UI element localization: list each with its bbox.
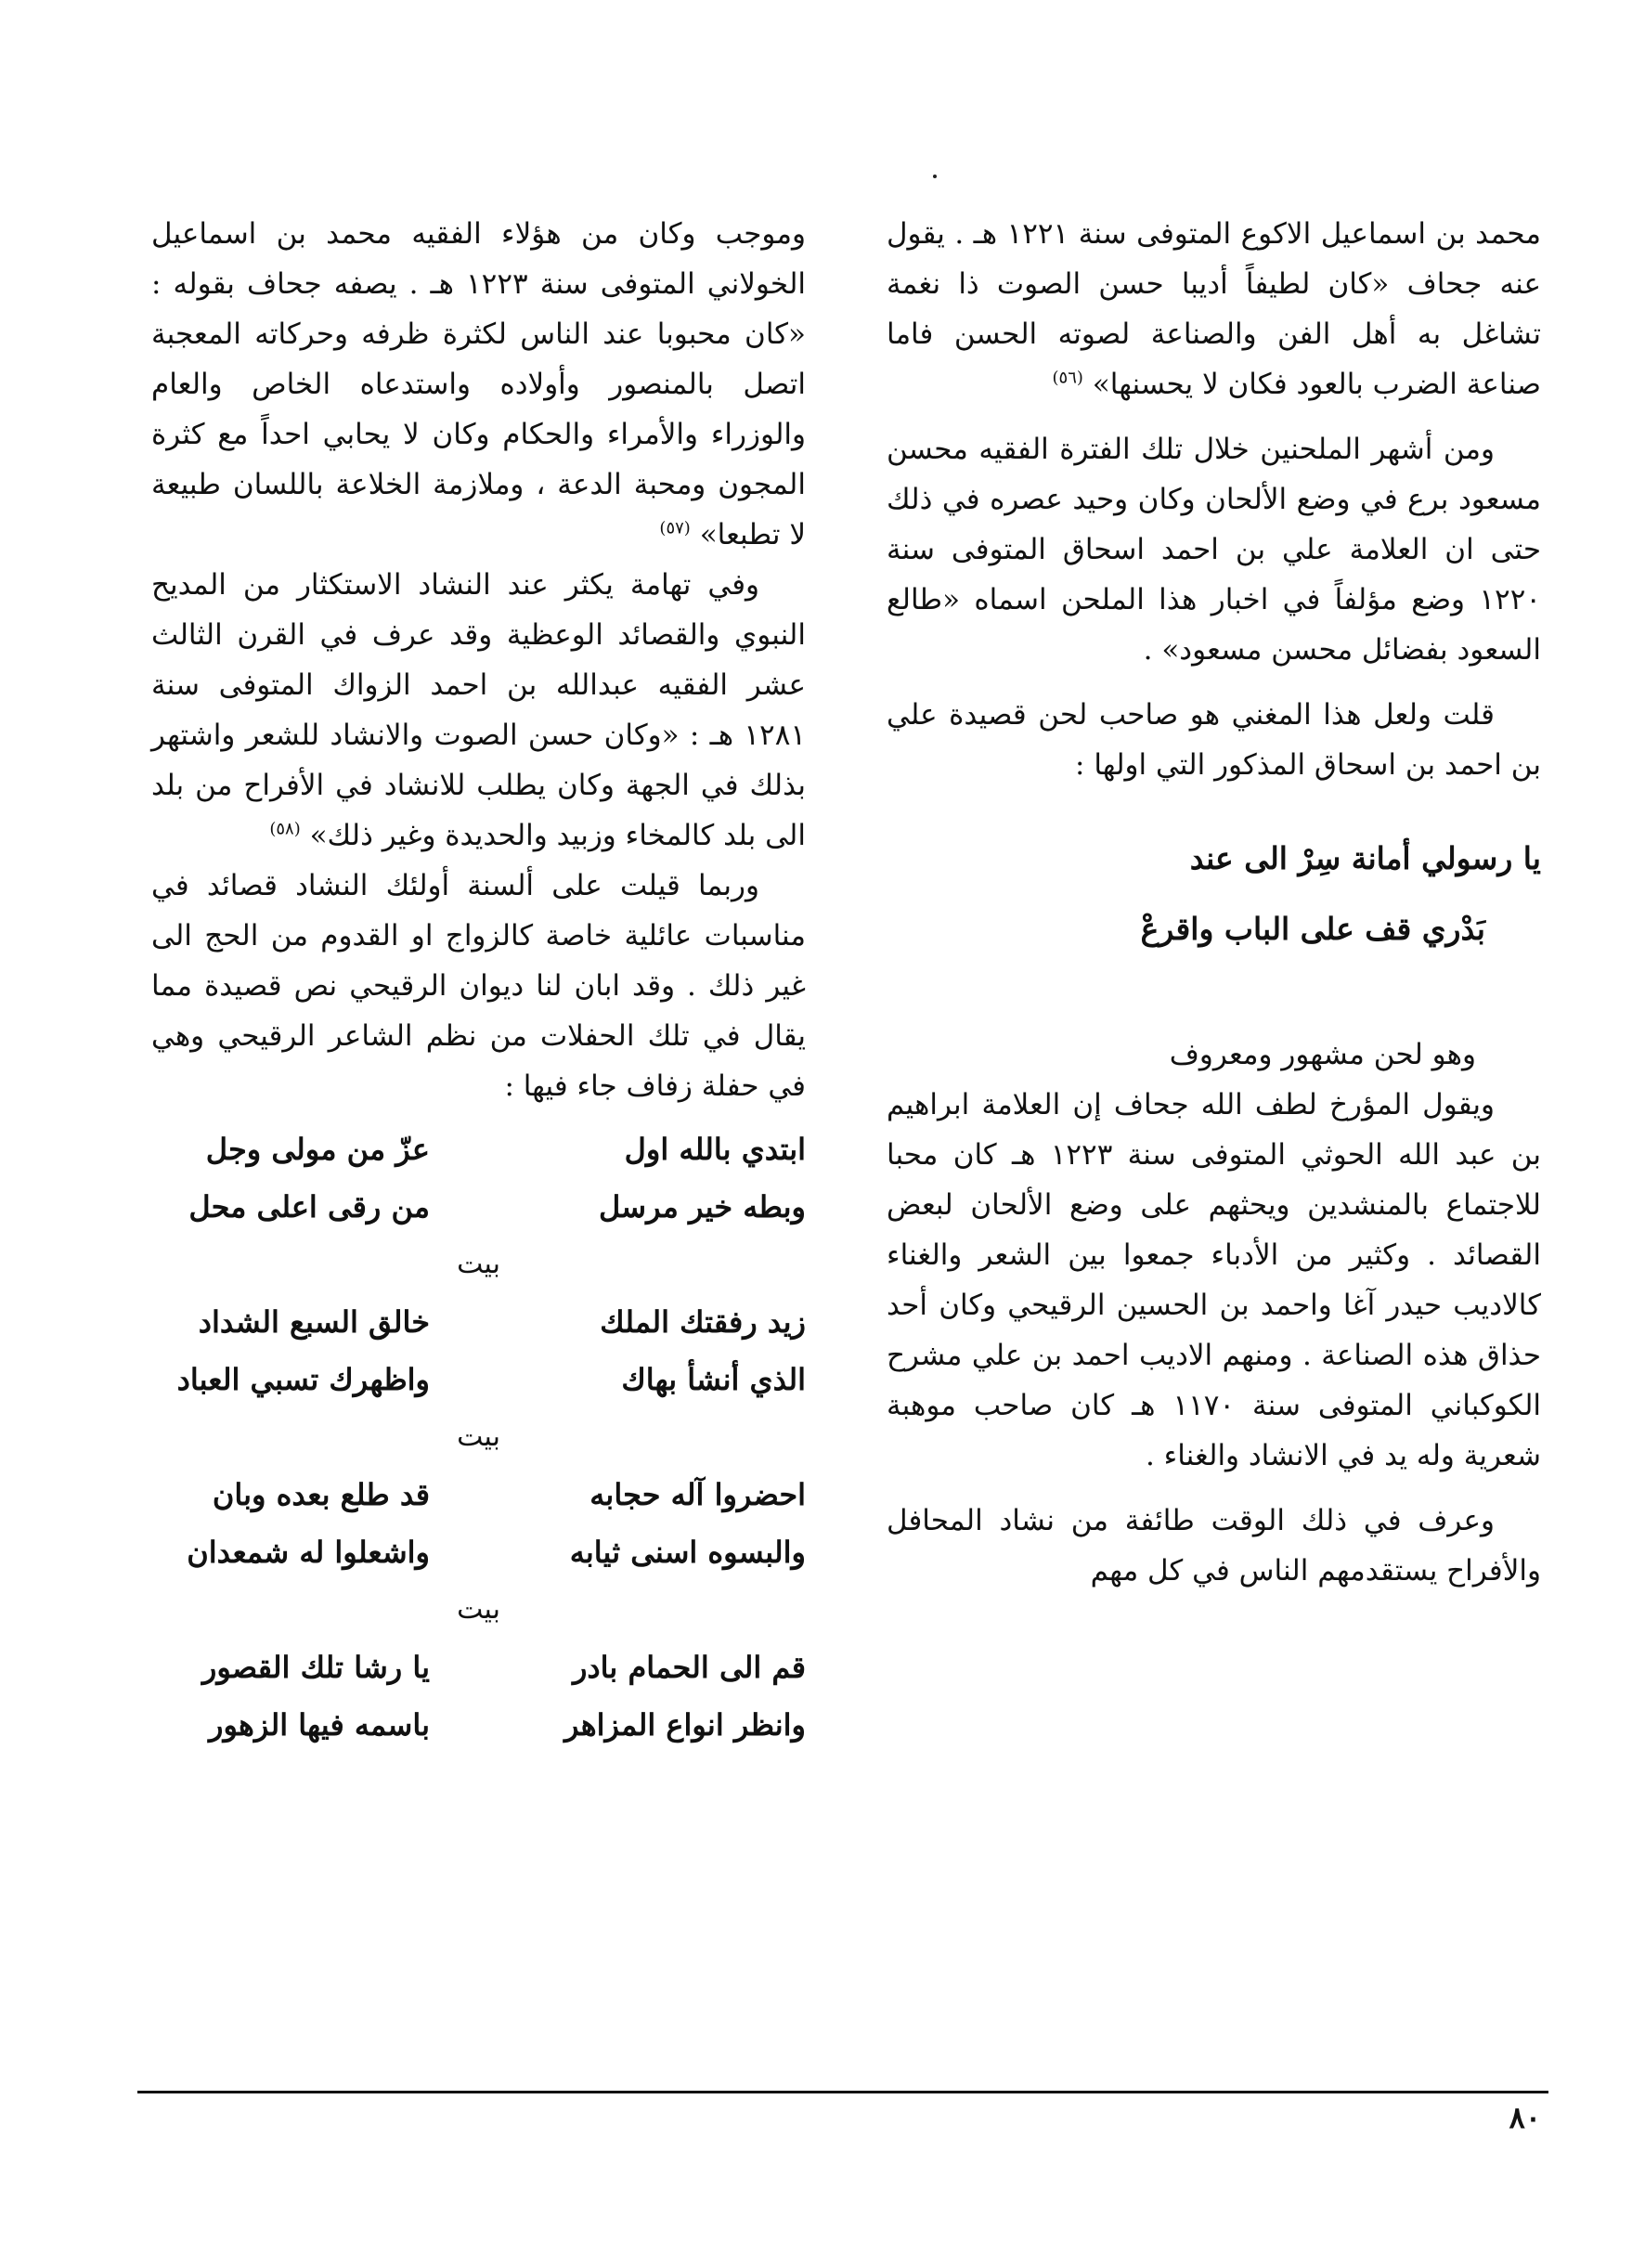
second-hemistich: عزّ من مولى وجل [205,1132,430,1167]
paragraph: وهو لحن مشهور ومعروف [1169,1038,1476,1071]
paragraph: ويقول المؤرخ لطف الله جحاف إن العلامة ابراهيم بن عبد الله الحوثي المتوفى سنة ١٢٢٣ هـ كان محبا للاجتماع بالمنشدين ويحثهم على وضع الألحان لبعض القصائد . وكثير من الأدباء جمعوا بين الشعر والغناء كالاديب حيدر آغا واحمد بن الحسين الرقيحي وكان أحد حذاق هذه الصناعة . ومنهم الاديب احمد بن علي مشرح الكوكباني المتوفى سنة ١١٧٠ هـ كان صاحب موهبة شعرية وله يد في الانشاد والغناء . [887,1088,1542,1472]
first-hemistich: زيد رفقتك الملك [600,1304,806,1340]
verse-separator: بيت [457,1248,500,1280]
left-column [151,209,806,1754]
second-hemistich: يا رشا تلك القصور [201,1650,430,1685]
page-number: ٨٠ [1509,2100,1541,2135]
paragraph [151,209,806,560]
footnote-ref: (٥٦) [1052,368,1083,388]
footer-rule [137,2091,1548,2093]
first-hemistich: والبسوه اسنى ثيابه [569,1535,806,1570]
first-hemistich: وانظر انواع المزاهر [564,1707,806,1743]
second-hemistich: واشعلوا له شمعدان [187,1535,430,1570]
first-hemistich: احضروا آله حجابه [589,1477,806,1512]
footnote-ref: (٥٧) [659,518,691,538]
first-hemistich: وبطه خير مرسل [599,1189,806,1225]
print-speck [933,175,937,178]
verse-row [151,1351,806,1408]
verse-row [151,1696,806,1754]
paragraph-text: وموجب وكان من هؤلاء الفقيه محمد بن اسماعيل الخولاني المتوفى سنة ١٢٢٣ هـ . يصفه جحاف بقوله : «كان محبوبا عند الناس لكثرة ظرفه وحركاته المعجبة اتصل بالمنصور وأولاده واستدعاه الخاص والعام والوزراء والأمراء والحكام وكان لا يحابي احداً مع كثرة المجون ومحبة الدعة ، وملازمة الخلاعة باللسان طبيعة لا تطبعا» [151,217,806,551]
right-column [887,209,1541,1596]
paragraph [151,560,806,861]
second-hemistich: من رقى اعلى محل [188,1189,430,1225]
poem-excerpt [887,823,1541,965]
second-hemistich: واظهرك تسبي العباد [176,1362,430,1397]
poem-verses [151,1121,806,1754]
first-hemistich: ابتدي بالله اول [624,1132,806,1167]
footnote-ref: (٥٨) [269,819,301,839]
second-hemistich: خالق السبع الشداد [198,1304,430,1340]
poem-line: بَدْري قف على الباب واقرعْ [1140,911,1485,947]
verse-row [151,1466,806,1523]
paragraph-text: وفي تهامة يكثر عند النشاد الاستكثار من المديح النبوي والقصائد الوعظية وقد عرف في القرن الثالث عشر الفقيه عبدالله بن احمد الزواك المتوفى سنة ١٢٨١ هـ : «وكان حسن الصوت والانشاد للشعر واشتهر بذلك في الجهة وكان يطلب للانشاد في الأفراح من بلد الى بلد كالمخاء وزبيد والحديدة وغير ذلك» [151,568,806,852]
second-hemistich: باسمه فيها الزهور [208,1707,430,1743]
paragraph: وعرف في ذلك الوقت طائفة من نشاد المحافل والأفراح يستقدمهم الناس في كل مهم [887,1504,1541,1588]
first-hemistich: الذي أنشأ بهاك [621,1362,806,1397]
second-hemistich: قد طلع بعده وبان [212,1477,430,1512]
paragraph-text: محمد بن اسماعيل الاكوع المتوفى سنة ١٢٢١ هـ . يقول عنه جحاف «كان لطيفاً أديبا حسن الصوت ذا نغمة تشاغل به أهل الفن والصناعة لصوته الحسن فاما صناعة الضرب بالعود فكان لا يحسنها» [887,217,1541,401]
paragraph: وربما قيلت على ألسنة أولئك النشاد قصائد في مناسبات عائلية خاصة كالزواج او القدوم من الحج الى غير ذلك . وقد ابان لنا ديوان الرقيحي نص قصيدة مما يقال في تلك الحفلات من نظم الشاعر الرقيحي وهي في حفلة زفاف جاء فيها : [151,869,806,1103]
verse-row [151,1293,806,1351]
verse-separator: بيت [457,1420,500,1453]
first-hemistich: قم الى الحمام بادر [572,1650,806,1685]
paragraph: ومن أشهر الملحنين خلال تلك الفترة الفقيه محسن مسعود برع في وضع الألحان وكان وحيد عصره في ذلك حتى ان العلامة علي بن احمد اسحاق المتوفى سنة ١٢٢٠ وضع مؤلفاً في اخبار هذا الملحن اسماه «طالع السعود بفضائل محسن مسعود» . [887,433,1541,667]
verse-row [151,1178,806,1236]
paragraph [887,209,1541,409]
poem-line: يا رسولي أمانة سِرْ الى عند [1189,840,1541,876]
verse-row [151,1121,806,1178]
paragraph: قلت ولعل هذا المغني هو صاحب لحن قصيدة علي بن احمد بن اسحاق المذكور التي اولها : [887,698,1541,782]
verse-row [151,1523,806,1581]
verse-row [151,1639,806,1696]
verse-separator: بيت [457,1593,500,1626]
